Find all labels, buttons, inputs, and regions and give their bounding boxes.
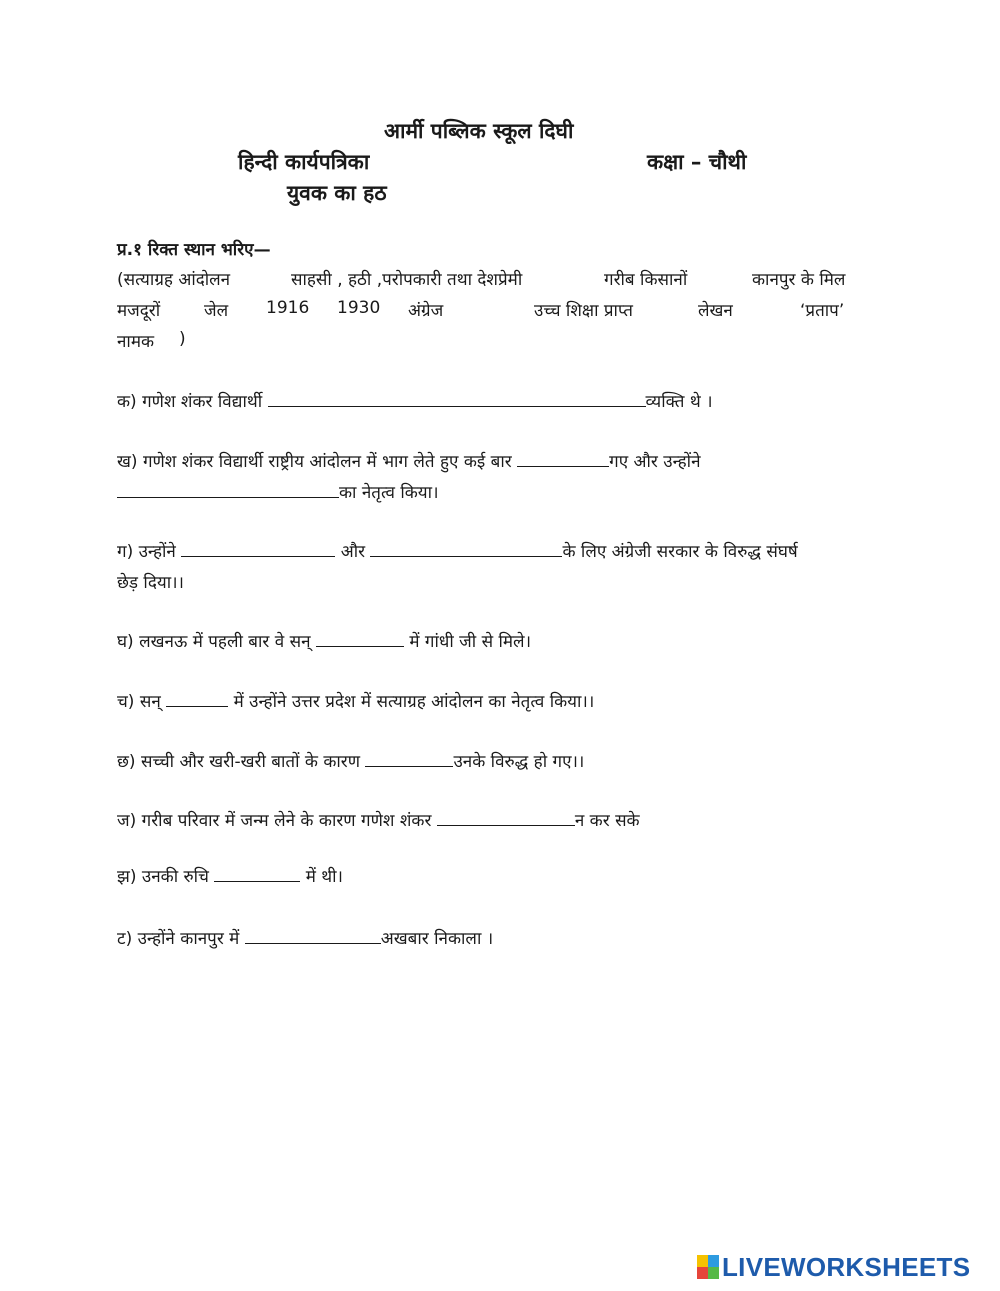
question-item: क) गणेश शंकर विद्यार्थी व्यक्ति थे ।	[117, 392, 713, 412]
word-bank-item: (सत्याग्रह आंदोलन	[117, 270, 231, 290]
question-item: ज) गरीब परिवार में जन्म लेने के कारण गणेश शंकर न कर सके	[117, 811, 640, 831]
word-bank-item: उच्च शिक्षा प्राप्त	[534, 301, 633, 321]
question-item: ख) गणेश शंकर विद्यार्थी राष्ट्रीय आंदोलन में भाग लेते हुए कई बार गए और उन्होंने	[117, 452, 701, 472]
word-bank-item: 1930	[337, 298, 381, 318]
word-bank-item: लेखन	[698, 301, 733, 321]
word-bank-item: गरीब किसानों	[604, 270, 688, 290]
question-item: च) सन् में उन्होंने उत्तर प्रदेश में सत्याग्रह आंदोलन का नेतृत्व किया।।	[117, 692, 595, 712]
worksheet-subject: हिन्दी कार्यपत्रिका	[238, 150, 370, 174]
question-item: ट) उन्होंने कानपुर में अखबार निकाला ।	[117, 929, 494, 949]
lesson-title: युवक का हठ	[287, 181, 387, 205]
brand-name: LIVEWORKSHEETS	[722, 1251, 971, 1282]
question-heading: प्र.१ रिक्त स्थान भरिए—	[117, 240, 271, 260]
question-item: छ) सच्ची और खरी-खरी बातों के कारण उनके विरुद्ध हो गए।।	[117, 752, 585, 772]
word-bank-item: )	[179, 329, 186, 349]
answer-blank[interactable]	[365, 750, 453, 767]
question-item: घ) लखनऊ में पहली बार वे सन् में गांधी जी से मिले।	[117, 632, 532, 652]
liveworksheets-logo	[697, 1251, 971, 1282]
answer-blank[interactable]	[370, 540, 562, 557]
class-label: कक्षा – चौथी	[647, 150, 747, 174]
word-bank-item: साहसी , हठी ,परोपकारी तथा देशप्रेमी	[291, 270, 523, 290]
answer-blank[interactable]	[268, 390, 646, 407]
answer-blank[interactable]	[517, 450, 609, 467]
answer-blank[interactable]	[316, 630, 404, 647]
question-item: ग) उन्होंने और के लिए अंग्रेजी सरकार के विरुद्ध संघर्ष	[117, 542, 798, 562]
question-item: झ) उनकी रुचि में थी।	[117, 867, 343, 887]
liveworksheets-logo-icon	[697, 1255, 719, 1279]
question-item-continued: छेड़ दिया।।	[117, 573, 184, 593]
answer-blank[interactable]	[245, 927, 381, 944]
word-bank-item: मजदूरों	[117, 301, 161, 321]
word-bank-item: नामक	[117, 332, 155, 352]
answer-blank[interactable]	[166, 690, 228, 707]
word-bank-item: अंग्रेज	[408, 301, 444, 321]
answer-blank[interactable]	[214, 865, 300, 882]
word-bank-item: कानपुर के मिल	[752, 270, 846, 290]
answer-blank[interactable]	[117, 481, 339, 498]
question-item-continued: का नेतृत्व किया।	[117, 480, 439, 503]
word-bank-item: 1916	[266, 298, 310, 318]
answer-blank[interactable]	[437, 809, 575, 826]
word-bank-item: ‘प्रताप’	[800, 301, 845, 321]
answer-blank[interactable]	[181, 540, 335, 557]
school-name: आर्मी पब्लिक स्कूल दिघी	[384, 119, 574, 143]
word-bank-item: जेल	[204, 301, 229, 321]
